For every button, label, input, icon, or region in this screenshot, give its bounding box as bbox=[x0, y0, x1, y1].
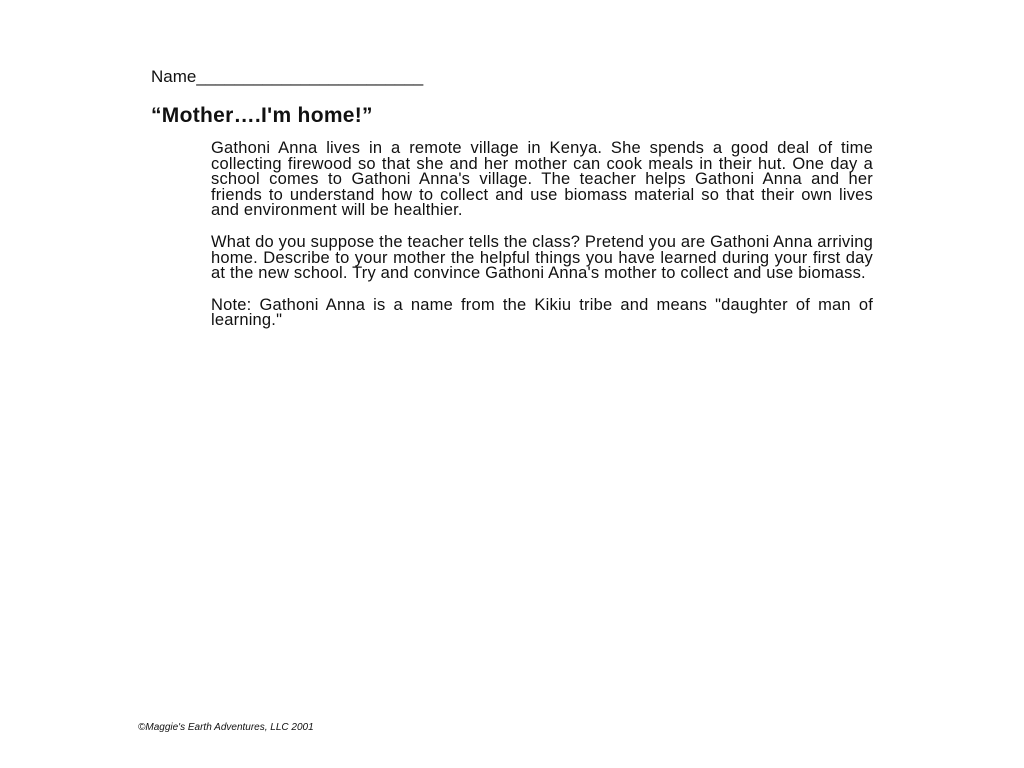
copyright-footer: ©Maggie's Earth Adventures, LLC 2001 bbox=[138, 722, 314, 733]
name-field-label: Name________________________ bbox=[151, 67, 424, 86]
worksheet-title: “Mother….I'm home!” bbox=[151, 104, 373, 127]
note-paragraph: Note: Gathoni Anna is a name from the Kikiu tribe and means "daughter of man of learning." bbox=[211, 295, 873, 330]
story-paragraph: Gathoni Anna lives in a remote village in Kenya. She spends a good deal of time collecting firewood so that she and her mother can cook meals in their hut. One day a school comes to Gathoni Anna's village. The teacher helps Gathoni Anna and her friends to understand how to collect and use biomass material so that their own lives and environment will be healthier. bbox=[211, 139, 873, 220]
worksheet-body bbox=[211, 141, 873, 329]
prompt-paragraph: What do you suppose the teacher tells the class? Pretend you are Gathoni Anna arriving home. Describe to your mother the helpful things you have learned during your first day at the new school. Try and convince Gathoni Anna's mother to collect and use biomass. bbox=[211, 232, 874, 283]
